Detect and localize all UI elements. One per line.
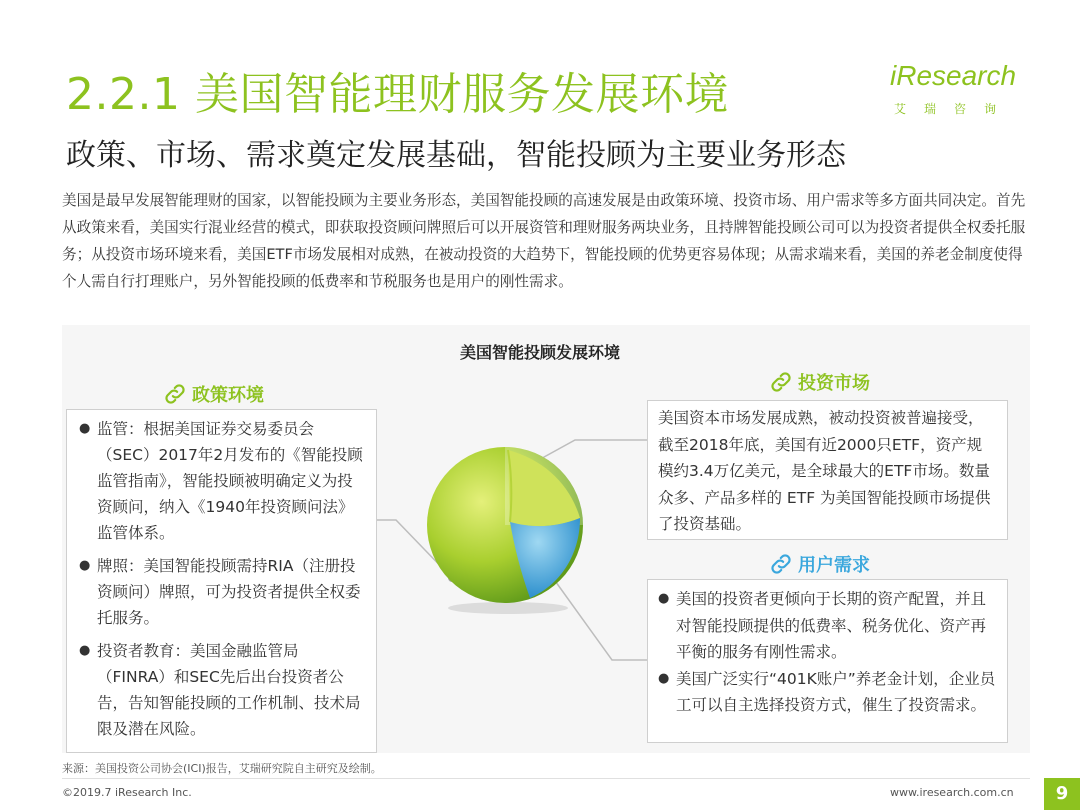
bullet-icon: ● xyxy=(658,591,670,606)
policy-item-text: 牌照：美国智能投顾需持RIA（注册投资顾问）牌照，可为投资者提供全权委托服务。 xyxy=(97,557,361,627)
demand-item xyxy=(658,586,997,666)
copyright: ©2019.7 iResearch Inc. xyxy=(62,786,192,799)
category-demand-label: 用户需求 xyxy=(798,555,870,576)
demand-item xyxy=(658,666,997,719)
bullet-icon: ● xyxy=(79,558,91,573)
demand-item-text: 美国的投资者更倾向于长期的资产配置，并且对智能投顾提供的低费率、税务优化、资产再平衡的服务有刚性需求。 xyxy=(676,590,987,661)
category-market-label: 投资市场 xyxy=(798,373,870,394)
policy-item xyxy=(79,416,366,546)
bullet-icon: ● xyxy=(79,643,91,658)
bullet-icon: ● xyxy=(79,421,91,436)
policy-item xyxy=(79,638,366,742)
page-title: 2.2.1 美国智能理财服务发展环境 xyxy=(66,69,729,120)
bullet-icon: ● xyxy=(658,670,670,686)
policy-item-text: 投资者教育：美国金融监管局（FINRA）和SEC先后出台投资者公告，告知智能投顾的工作机制、技术局限及潜在风险。 xyxy=(97,642,361,738)
page-subtitle: 政策、市场、需求奠定发展基础，智能投顾为主要业务形态 xyxy=(66,138,846,173)
demand-box xyxy=(647,579,1008,743)
policy-item-text: 监管：根据美国证券交易委员会（SEC）2017年2月发布的《智能投顾监管指南》，智能投顾被明确定义为投资顾问，纳入《1940年投资顾问法》监管体系。 xyxy=(97,420,363,542)
demand-item-text: 美国广泛实行“401K账户”养老金计划，企业员工可以自主选择投资方式，催生了投资需求。 xyxy=(676,669,996,714)
link-icon xyxy=(162,381,188,407)
logo-subtext: 艾瑞咨询 xyxy=(894,102,1015,116)
source-note: 来源：美国投资公司协会(ICI)报告，艾瑞研究院自主研究及绘制。 xyxy=(62,762,382,775)
link-icon xyxy=(768,369,794,395)
intro-paragraph: 美国是最早发展智能理财的国家，以智能投顾为主要业务形态，美国智能投顾的高速发展是由政策环境、投资市场、用户需求等多方面共同决定。首先从政策来看，美国实行混业经营的模式，即获取投资顾问牌照后可以开展资管和理财服务两块业务，且持牌智能投顾公司可以为投资者提供全权委托服务；从投资市场环境来看，美国ETF市场发展相对成熟，在被动投资的大趋势下，智能投顾的优势更容易体现；从需求端来看，美国的养老金制度使得个人需自行打理账户，另外智能投顾的低费率和节税服务也是用户的刚性需求。 xyxy=(62,192,1026,290)
policy-item xyxy=(79,553,366,631)
market-box xyxy=(647,400,1008,540)
category-policy-label: 政策环境 xyxy=(192,385,264,406)
category-policy xyxy=(162,381,264,407)
website-link[interactable]: www.iresearch.com.cn xyxy=(890,786,1014,799)
link-icon xyxy=(768,551,794,577)
iresearch-logo xyxy=(890,60,1030,122)
category-demand xyxy=(768,551,870,577)
market-text: 美国资本市场发展成熟，被动投资被普遍接受，截至2018年底，美国有近2000只ETF，资产规模约3.4万亿美元，是全球最大的ETF市场。数量众多、产品多样的 ETF 为美国智能投顾市场提供了投资基础。 xyxy=(658,409,991,533)
category-market xyxy=(768,369,870,395)
diagram-title: 美国智能投顾发展环境 xyxy=(459,343,620,362)
footer-divider xyxy=(62,778,1030,779)
page-number: 9 xyxy=(1044,778,1080,810)
sphere-graphic xyxy=(420,440,595,615)
policy-box xyxy=(66,409,377,753)
logo-wordmark: iResearch xyxy=(890,60,1017,91)
